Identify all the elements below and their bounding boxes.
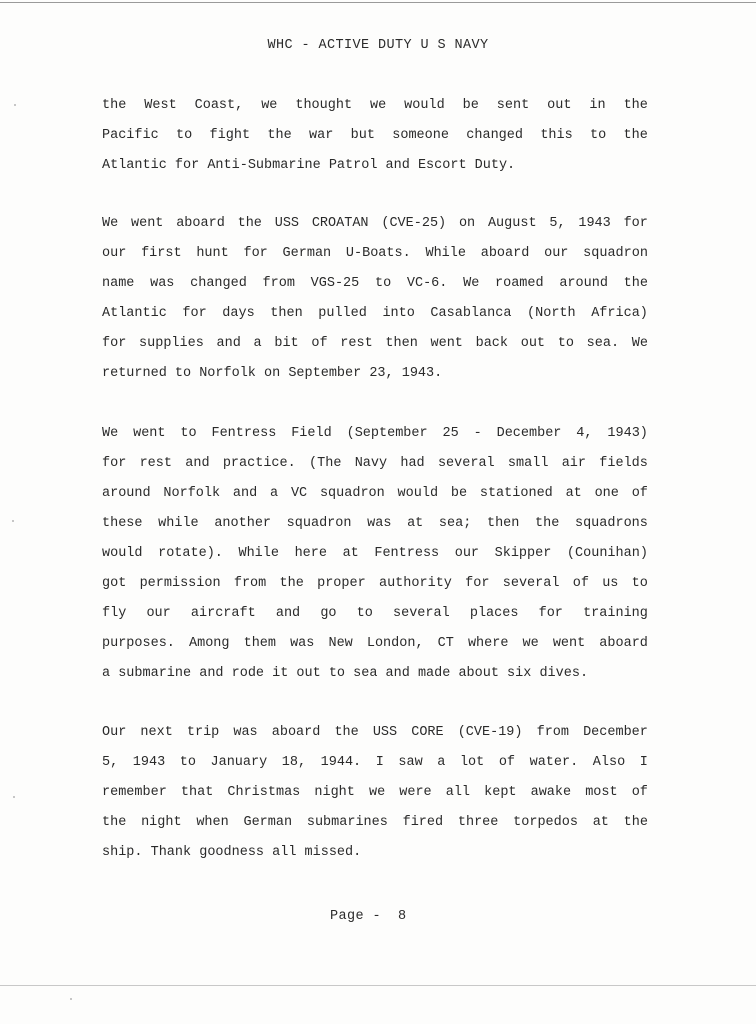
scan-speck (14, 104, 16, 106)
text-line: a submarine and rode it out to sea and made about six dives. (102, 666, 589, 681)
text-line: Our next trip was aboard the USS CORE (CVE-19) from December (102, 725, 648, 740)
page-header: WHC - ACTIVE DUTY U S NAVY (267, 38, 489, 53)
paragraph-1 (102, 91, 648, 181)
text-line: around Norfolk and a VC squadron would be stationed at one of (102, 486, 648, 501)
text-line: our first hunt for German U-Boats. While aboard our squadron (102, 246, 648, 261)
text-line: returned to Norfolk on September 23, 1943. (102, 366, 443, 381)
text-line: Atlantic for Anti-Submarine Patrol and Escort Duty. (102, 158, 516, 173)
text-line: the West Coast, we thought we would be sent out in the (102, 98, 648, 113)
text-line: would rotate). While here at Fentress our Skipper (Counihan) (102, 546, 648, 561)
text-line: for supplies and a bit of rest then went back out to sea. We (102, 336, 648, 351)
text-line: got permission from the proper authority for several of us to (102, 576, 648, 591)
text-line: remember that Christmas night we were all kept awake most of (102, 785, 648, 800)
text-line: Atlantic for days then pulled into Casablanca (North Africa) (102, 306, 648, 321)
scan-speck (12, 520, 14, 522)
page-bottom-edge (0, 985, 756, 986)
text-line: name was changed from VGS-25 to VC-6. We roamed around the (102, 276, 648, 291)
text-line: purposes. Among them was New London, CT where we went aboard (102, 636, 648, 651)
paragraph-4 (102, 718, 648, 868)
text-line: ship. Thank goodness all missed. (102, 845, 362, 860)
paragraph-2 (102, 209, 648, 389)
page-number: Page - 8 (330, 909, 407, 924)
text-line: the night when German submarines fired three torpedos at the (102, 815, 648, 830)
scan-speck (13, 796, 15, 798)
text-line: We went aboard the USS CROATAN (CVE-25) on August 5, 1943 for (102, 216, 648, 231)
text-line: Pacific to fight the war but someone changed this to the (102, 128, 648, 143)
text-line: these while another squadron was at sea; then the squadrons (102, 516, 648, 531)
text-line: 5, 1943 to January 18, 1944. I saw a lot of water. Also I (102, 755, 648, 770)
paragraph-3 (102, 419, 648, 689)
text-line: fly our aircraft and go to several places for training (102, 606, 648, 621)
scan-speck (70, 998, 72, 1000)
text-line: for rest and practice. (The Navy had several small air fields (102, 456, 648, 471)
text-line: We went to Fentress Field (September 25 - December 4, 1943) (102, 426, 648, 441)
page-top-edge (0, 2, 756, 3)
